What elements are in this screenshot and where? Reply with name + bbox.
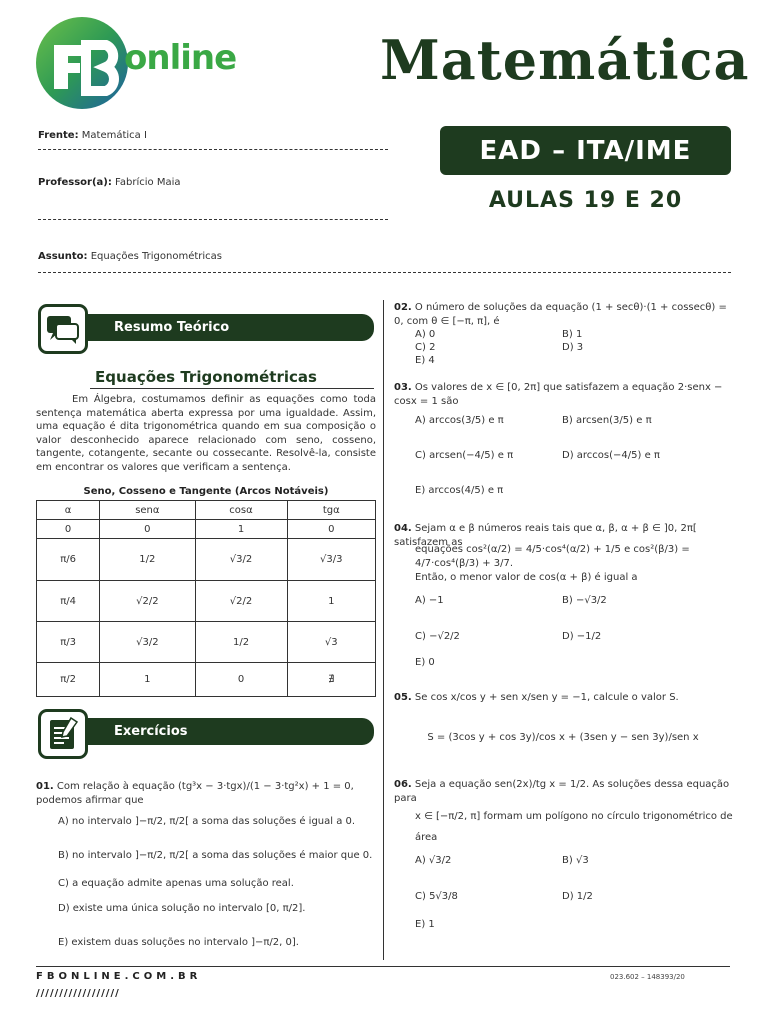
q06-option-d: D) 1/2 <box>562 891 593 902</box>
q04-option-b: B) −√3/2 <box>562 595 607 606</box>
assunto-field: Assunto: Equações Trigonométricas <box>38 251 222 262</box>
q03-option-a: A) arccos(3/5) e π <box>415 415 504 426</box>
table-row: 0 0 1 0 <box>37 520 376 539</box>
q04-option-d: D) −1/2 <box>562 631 602 642</box>
divider <box>38 219 388 220</box>
course-badge: EAD – ITA/IME <box>440 126 731 175</box>
q06-option-a: A) √3/2 <box>415 855 452 866</box>
notebook-icon <box>38 709 88 759</box>
q02-option-b: B) 1 <box>562 329 583 340</box>
column-divider <box>383 300 384 960</box>
subject-title: Matemática <box>380 28 750 92</box>
table-title: Seno, Cosseno e Tangente (Arcos Notáveis) <box>83 486 329 497</box>
question-05: 05. Se cos x/cos y + sen x/sen y = −1, calcule o valor S. <box>394 692 679 703</box>
q03-option-b: B) arcsen(3/5) e π <box>562 415 652 426</box>
q04-option-e: E) 0 <box>415 657 435 668</box>
q01-option-b: B) no intervalo ]−π/2, π/2[ a soma das soluções é maior que 0. <box>58 850 373 861</box>
chat-icon <box>38 304 88 354</box>
q01-option-a: A) no intervalo ]−π/2, π/2[ a soma das soluções é igual a 0. <box>58 816 356 827</box>
q02-option-d: D) 3 <box>562 342 584 353</box>
footer-url[interactable]: FBONLINE.COM.BR <box>36 971 202 982</box>
logo-wordmark: online <box>124 38 237 78</box>
table-row: π/4 √2/2 √2/2 1 <box>37 581 376 622</box>
q02-option-c: C) 2 <box>415 342 436 353</box>
q03-option-d: D) arccos(−4/5) e π <box>562 450 660 461</box>
resumo-section-header: Resumo Teórico <box>60 314 374 341</box>
q02-option-a: A) 0 <box>415 329 436 340</box>
q04-question: Então, o menor valor de cos(α + β) é igual a <box>415 572 638 583</box>
exercicios-section-header: Exercícios <box>60 718 374 745</box>
q04-option-c: C) −√2/2 <box>415 631 460 642</box>
footer-slashes: ////////////////// <box>36 988 120 999</box>
q03-option-e: E) arccos(4/5) e π <box>415 485 504 496</box>
q04-option-a: A) −1 <box>415 595 444 606</box>
table-header-row: α senα cosα tgα <box>37 501 376 520</box>
question-04: 04. Sejam α e β números reais tais que α, β, α + β ∈ ]0, 2π[ satisfazem as <box>394 523 697 548</box>
resumo-heading: Equações Trigonométricas <box>95 368 317 386</box>
document-code: 023.602 – 148393/20 <box>610 973 685 981</box>
q06-option-c: C) 5√3/8 <box>415 891 458 902</box>
question-01: 01. Com relação à equação (tg³x − 3·tgx)/(1 − 3·tg²x) + 1 = 0, podemos afirmar que <box>36 781 354 806</box>
divider <box>38 272 731 273</box>
question-06: 06. Seja a equação sen(2x)/tg x = 1/2. As soluções dessa equação para <box>394 779 730 804</box>
table-row: π/6 1/2 √3/2 √3/3 <box>37 539 376 581</box>
heading-underline <box>90 388 374 389</box>
question-02: 02. O número de soluções da equação (1 + secθ)·(1 + cossecθ) = 0, com θ ∈ [−π, π], é <box>394 302 727 327</box>
q03-option-c: C) arcsen(−4/5) e π <box>415 450 514 461</box>
question-03: 03. Os valores de x ∈ [0, 2π] que satisfazem a equação 2·senx − cosx = 1 são <box>394 382 723 407</box>
notable-arcs-table <box>36 500 376 697</box>
q06-area: área <box>415 832 438 843</box>
professor-field: Professor(a): Fabrício Maia <box>38 177 181 188</box>
table-row: π/2 1 0 ∄ <box>37 663 376 697</box>
resumo-paragraph: Em Álgebra, costumamos definir as equações como toda sentença matemática aberta expressa por uma igualdade. Assim, uma equação é dita trigonométrica quando em sua composição o valor desconhecido aparece relacionado com seno, cosseno, tangente, cotangente, secante ou cossecante. Resolvê-la, consiste em encontrar os valores que verificam a sentença. <box>36 394 376 473</box>
q06-domain: x ∈ [−π/2, π] formam um polígono no círculo trigonométrico de <box>415 811 733 822</box>
q02-option-e: E) 4 <box>415 355 435 366</box>
q01-option-d: D) existe uma única solução no intervalo [0, π/2]. <box>58 903 306 914</box>
q04-equations: equações cos²(α/2) = 4/5·cos⁴(α/2) + 1/5 e cos²(β/3) = 4/7·cos⁴(β/3) + 3/7. <box>415 544 690 569</box>
q01-option-c: C) a equação admite apenas uma solução real. <box>58 878 294 889</box>
lessons-label: AULAS 19 E 20 <box>488 188 683 213</box>
frente-field: Frente: Matemática I <box>38 130 147 141</box>
q05-formula: S = (3cos y + cos 3y)/cos x + (3sen y − sen 3y)/sen x <box>427 732 699 743</box>
footer-divider <box>36 966 730 967</box>
q06-option-b: B) √3 <box>562 855 589 866</box>
q06-option-e: E) 1 <box>415 919 435 930</box>
table-row: π/3 √3/2 1/2 √3 <box>37 622 376 663</box>
q01-option-e: E) existem duas soluções no intervalo ]−π/2, 0]. <box>58 937 299 948</box>
divider <box>38 149 388 150</box>
